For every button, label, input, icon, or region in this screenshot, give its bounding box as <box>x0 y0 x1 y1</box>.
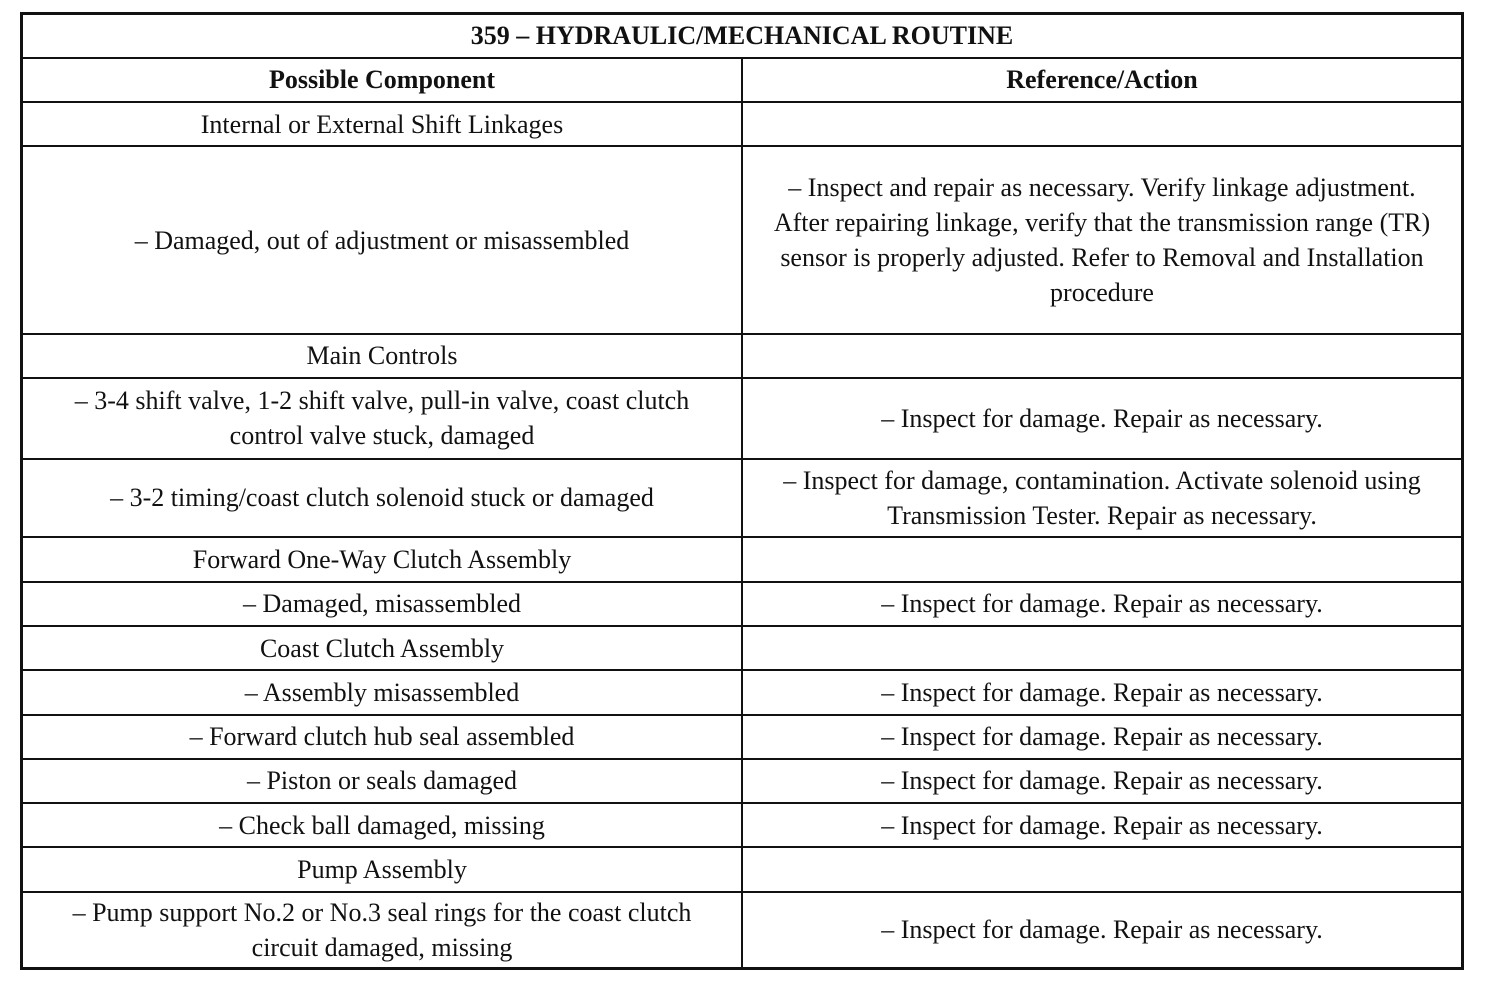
component-cell: – 3-2 timing/coast clutch solenoid stuck or damaged <box>22 459 743 538</box>
action-cell: – Inspect for damage. Repair as necessary. <box>742 759 1463 803</box>
table-row <box>22 537 1463 581</box>
action-cell <box>742 847 1463 891</box>
table-row <box>22 146 1463 333</box>
component-cell: – Forward clutch hub seal assembled <box>22 715 743 759</box>
action-cell: – Inspect for damage. Repair as necessary. <box>742 582 1463 626</box>
component-cell: Internal or External Shift Linkages <box>22 102 743 146</box>
table-row <box>22 847 1463 891</box>
header-reference-action: Reference/Action <box>742 58 1463 102</box>
table-row <box>22 102 1463 146</box>
component-cell: – Piston or seals damaged <box>22 759 743 803</box>
component-cell: – 3-4 shift valve, 1-2 shift valve, pull-in valve, coast clutch control valve stuck, damaged <box>22 378 743 459</box>
action-cell: – Inspect for damage, contamination. Activate solenoid using Transmission Tester. Repair as necessary. <box>742 459 1463 538</box>
hydraulic-mechanical-routine-table <box>20 12 1464 970</box>
action-cell <box>742 626 1463 670</box>
table-row <box>22 459 1463 538</box>
table-row <box>22 582 1463 626</box>
table-row <box>22 803 1463 847</box>
header-row <box>22 58 1463 102</box>
action-cell: – Inspect for damage. Repair as necessary. <box>742 670 1463 714</box>
title-row <box>22 14 1463 58</box>
component-cell: – Damaged, misassembled <box>22 582 743 626</box>
table-row <box>22 670 1463 714</box>
table-title: 359 – HYDRAULIC/MECHANICAL ROUTINE <box>22 14 1463 58</box>
component-cell: Coast Clutch Assembly <box>22 626 743 670</box>
component-cell: – Damaged, out of adjustment or misassembled <box>22 146 743 333</box>
table-row <box>22 759 1463 803</box>
table-row <box>22 626 1463 670</box>
component-cell: – Assembly misassembled <box>22 670 743 714</box>
action-cell: – Inspect for damage. Repair as necessary. <box>742 803 1463 847</box>
action-cell <box>742 102 1463 146</box>
table-row <box>22 334 1463 378</box>
action-cell: – Inspect for damage. Repair as necessary. <box>742 378 1463 459</box>
component-cell: – Pump support No.2 or No.3 seal rings for the coast clutch circuit damaged, missing <box>22 892 743 969</box>
table-row <box>22 892 1463 969</box>
component-cell: Main Controls <box>22 334 743 378</box>
table-row <box>22 378 1463 459</box>
action-cell: – Inspect for damage. Repair as necessary. <box>742 892 1463 969</box>
header-possible-component: Possible Component <box>22 58 743 102</box>
table-row <box>22 715 1463 759</box>
component-cell: – Check ball damaged, missing <box>22 803 743 847</box>
component-cell: Pump Assembly <box>22 847 743 891</box>
action-cell: – Inspect for damage. Repair as necessary. <box>742 715 1463 759</box>
action-cell <box>742 537 1463 581</box>
action-cell: – Inspect and repair as necessary. Verify linkage adjustment. After repairing linkage, verify that the transmission range (TR) sensor is properly adjusted. Refer to Removal and Installation procedure <box>742 146 1463 333</box>
action-cell <box>742 334 1463 378</box>
component-cell: Forward One-Way Clutch Assembly <box>22 537 743 581</box>
